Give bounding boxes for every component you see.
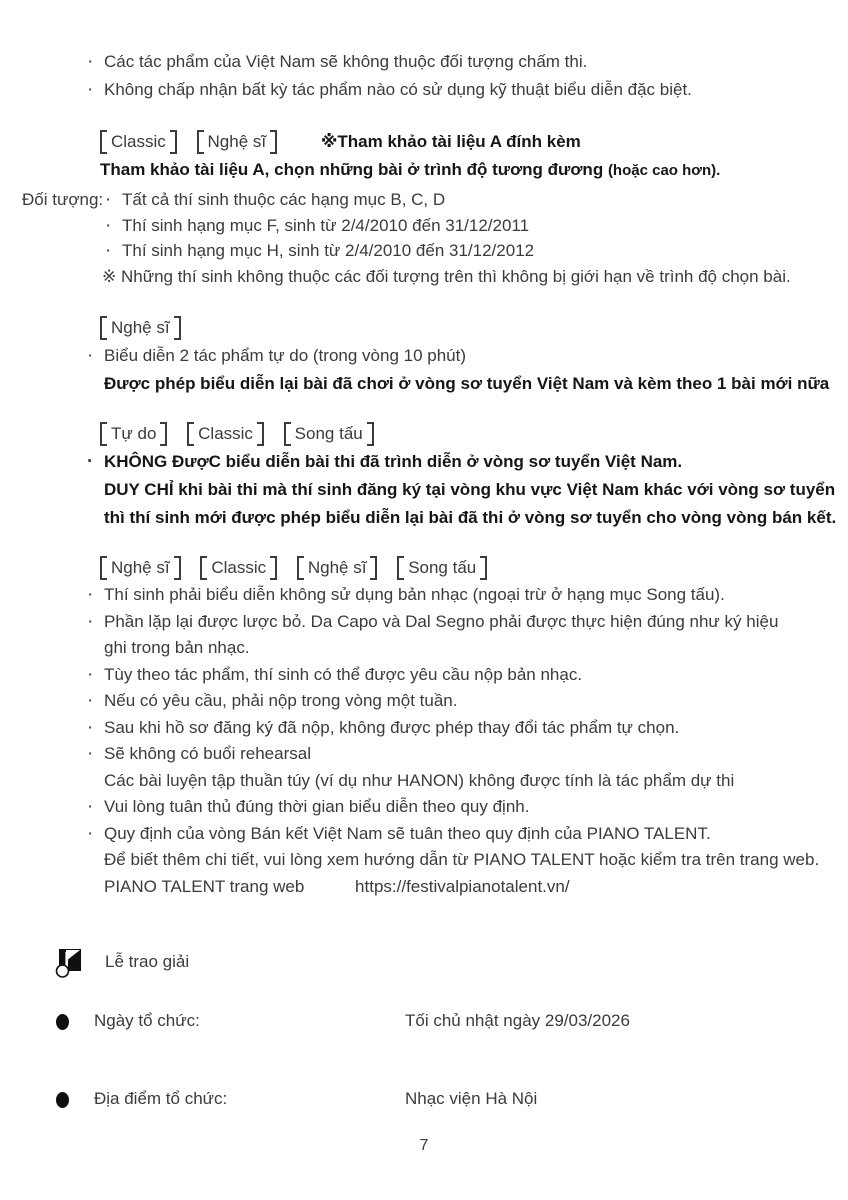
category-tag — [397, 554, 487, 582]
category-tag-label: Nghệ sĩ — [111, 558, 170, 577]
target-label: · Đối tượng: — [22, 190, 104, 209]
list-item-continuation — [0, 476, 848, 504]
list-item-continuation — [0, 847, 848, 874]
bold-note-text: Được phép biểu diễn lại bài đã chơi ở vòng sơ tuyển Việt Nam và kèm theo 1 bài mới nữa — [104, 374, 830, 393]
list-item — [0, 76, 848, 104]
category-tag — [100, 554, 181, 582]
list-item-text: Không chấp nhận bất kỳ tác phẩm nào có sử dụng kỹ thuật biểu diễn đặc biệt. — [104, 80, 692, 99]
list-item-text: Biểu diễn 2 tác phẩm tự do (trong vòng 10 phút) — [104, 346, 466, 365]
target-note — [0, 264, 848, 290]
list-item-text: Sau khi hồ sơ đăng ký đã nộp, không được phép thay đổi tác phẩm tự chọn. — [104, 717, 680, 737]
award-row-value: Tối chủ nhật ngày 29/03/2026 — [405, 1011, 630, 1030]
category-tag — [100, 128, 177, 156]
website-url-link[interactable]: https://festivalpianotalent.vn/ — [355, 876, 570, 896]
category-tag-label: Nghệ sĩ — [111, 318, 170, 337]
website-row — [0, 874, 848, 901]
list-item-text: Các tác phẩm của Việt Nam sẽ không thuộc đối tượng chấm thi. — [104, 52, 588, 71]
list-item — [0, 448, 848, 476]
list-item-continuation — [0, 504, 848, 532]
category-tagline-artist — [0, 314, 848, 342]
instruction-paren: (hoặc cao hơn). — [607, 162, 721, 179]
category-tag — [297, 554, 378, 582]
list-item-text: Để biết thêm chi tiết, vui lòng xem hướng dẫn từ PIANO TALENT hoặc kiểm tra trên trang web. — [104, 850, 820, 869]
list-item-text: Phần lặp lại được lược bỏ. Da Capo và Dal Segno phải được thực hiện đúng như ký hiệu — [104, 611, 779, 631]
award-row-value: Nhạc viện Hà Nội — [405, 1089, 538, 1108]
reference-note: ※Tham khảo tài liệu A đính kèm — [320, 132, 581, 151]
instruction-line — [0, 156, 848, 185]
category-tagline-rules — [0, 554, 848, 582]
list-item-text: Sẽ không có buổi rehearsal — [104, 744, 311, 763]
list-item — [0, 48, 848, 76]
target-item-text: Thí sinh hạng mục F, sinh từ 2/4/2010 đến 31/12/2011 — [122, 215, 530, 235]
list-item — [0, 582, 848, 609]
target-row — [0, 238, 848, 264]
category-tag-label: Classic — [111, 132, 166, 151]
category-tag — [200, 554, 277, 582]
target-note-text: ※ Những thí sinh không thuộc các đối tượng trên thì không bị giới hạn về trình độ chọn bài. — [102, 266, 791, 286]
page-number: 7 — [419, 1137, 429, 1154]
list-item — [0, 715, 848, 742]
target-item-text: Thí sinh hạng mục H, sinh từ 2/4/2010 đến 31/12/2012 — [122, 241, 535, 260]
list-item — [0, 794, 848, 821]
award-row-date — [0, 1007, 848, 1035]
list-item-text: Vui lòng tuân thủ đúng thời gian biểu diễn theo quy định. — [104, 797, 530, 816]
list-item-text: Tùy theo tác phẩm, thí sinh có thể được yêu cầu nộp bản nhạc. — [104, 664, 583, 684]
instruction-text: Tham khảo tài liệu A, chọn những bài ở trình độ tương đương — [100, 160, 608, 179]
list-item — [0, 688, 848, 715]
list-item — [0, 821, 848, 848]
category-tag — [187, 420, 264, 448]
category-tag-label: Tự do — [111, 424, 157, 443]
list-item-text: ghi trong bản nhạc. — [104, 638, 250, 657]
list-item — [0, 662, 848, 689]
list-item — [0, 342, 848, 370]
list-item — [0, 609, 848, 636]
award-row-label: Địa điểm tổ chức: — [94, 1089, 228, 1108]
list-item-text: DUY CHỈ khi bài thi mà thí sinh đăng ký tại vòng khu vực Việt Nam khác với vòng sơ tuyển — [104, 480, 836, 499]
list-item-text: KHÔNG ĐượC biểu diễn bài thi đã trình diễn ở vòng sơ tuyển Việt Nam. — [104, 452, 683, 471]
list-item — [0, 741, 848, 768]
category-tag — [100, 420, 167, 448]
category-tagline-classic — [0, 128, 848, 156]
list-item-continuation — [0, 635, 848, 662]
list-item-continuation — [0, 370, 848, 398]
category-tagline-free — [0, 420, 848, 448]
list-item-text: thì thí sinh mới được phép biểu diễn lại bài đã thi ở vòng sơ tuyển cho vòng vòng bán kết. — [104, 508, 837, 527]
music-note-icon — [53, 948, 83, 978]
list-item-text: Các bài luyện tập thuần túy (ví dụ như HANON) không được tính là tác phẩm dự thi — [104, 770, 735, 790]
category-tag-label: Song tấu — [294, 424, 363, 443]
award-row-venue — [0, 1085, 848, 1113]
award-row-label: Ngày tổ chức: — [94, 1011, 200, 1030]
category-tag-label: Song tấu — [408, 558, 477, 577]
award-section-header — [0, 950, 848, 980]
category-tag — [284, 420, 374, 448]
category-tag — [197, 128, 278, 156]
target-block — [0, 187, 848, 289]
category-tag-label: Classic — [211, 558, 267, 577]
award-section-title: Lễ trao giải — [105, 952, 190, 971]
list-item-text: Nếu có yêu cầu, phải nộp trong vòng một tuần. — [104, 691, 458, 710]
category-tag — [100, 314, 181, 342]
list-item-continuation — [0, 768, 848, 795]
target-row — [0, 213, 848, 239]
list-item-text: Thí sinh phải biểu diễn không sử dụng bản nhạc (ngoại trừ ở hạng mục Song tấu). — [104, 585, 725, 604]
list-item-text: Quy định của vòng Bán kết Việt Nam sẽ tuân theo quy định của PIANO TALENT. — [104, 823, 711, 843]
category-tag-label: Nghệ sĩ — [307, 558, 367, 577]
black-circle-bullet-icon — [56, 1092, 69, 1108]
black-circle-bullet-icon — [56, 1014, 69, 1030]
target-row — [0, 187, 848, 213]
website-label: PIANO TALENT trang web — [104, 876, 305, 896]
category-tag-label: Classic — [198, 424, 253, 443]
target-item-text: Tất cả thí sinh thuộc các hạng mục B, C, D — [122, 190, 446, 209]
category-tag-label: Nghệ sĩ — [207, 132, 267, 151]
